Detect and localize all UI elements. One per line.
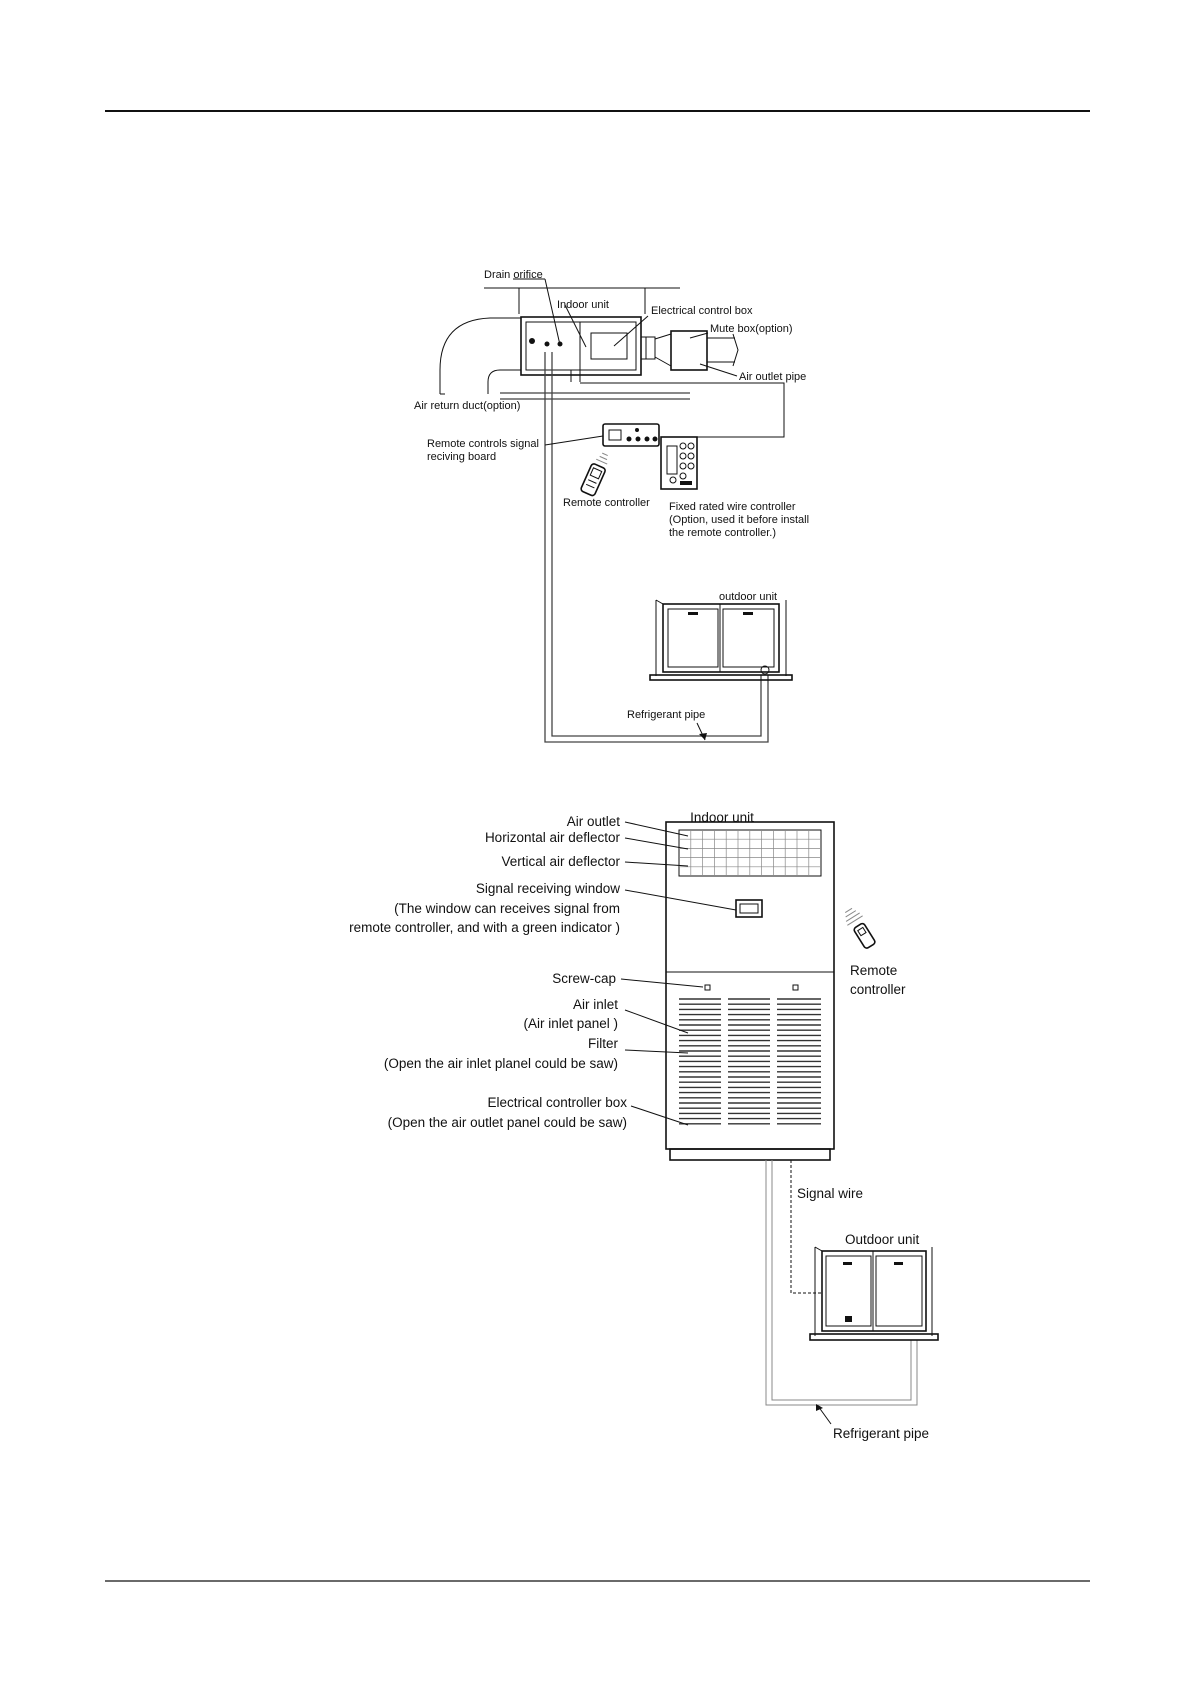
label-electrical-control-box: Electrical control box (651, 305, 753, 317)
remote-controller-icon (580, 451, 611, 496)
label-signal-board-1: Remote controls signal (427, 438, 539, 450)
leader-filter (625, 1050, 688, 1053)
leader-air-inlet (625, 1010, 688, 1033)
label-air-inlet: Air inlet (572, 997, 618, 1012)
leader-screw-cap (621, 979, 703, 987)
leader-elec-box (614, 316, 648, 346)
screw-cap-right (793, 985, 798, 990)
air-return-duct (440, 318, 521, 394)
remote-controller-icon-bottom (841, 906, 879, 951)
label-screw-cap: Screw-cap (552, 971, 616, 986)
label-signal-board-2: reciving board (427, 451, 497, 463)
label-remote-controller-1: Remote (850, 963, 898, 978)
label-filter: Filter (588, 1036, 618, 1051)
label-air-outlet: Air outlet (566, 814, 620, 829)
air-deflector-grid (679, 830, 821, 876)
unit-base (670, 1149, 830, 1160)
label-wire-controller-2: (Option, used it before install (669, 514, 810, 526)
screw-cap-left (705, 985, 710, 990)
label-refrigerant-pipe-bottom: Refrigerant pipe (833, 1426, 930, 1441)
label-air-inlet-panel: (Air inlet panel ) (523, 1016, 618, 1031)
screw-icon (529, 338, 535, 344)
label-vertical-deflector: Vertical air deflector (501, 854, 620, 869)
label-wire-controller-3: the remote controller.) (669, 527, 776, 539)
leader-air-outlet (625, 822, 688, 836)
remote-signal-receiving-board (603, 424, 659, 446)
refrigerant-pipe-top (545, 352, 768, 742)
label-indoor-unit-top: Indoor unit (557, 299, 609, 311)
label-air-return-duct: Air return duct(option) (414, 400, 521, 412)
leader-signal-window (625, 890, 736, 910)
label-remote-controller-2: controller (850, 982, 906, 997)
mute-box-assembly (641, 331, 738, 370)
outdoor-unit-bottom (810, 1247, 938, 1340)
label-signal-window: Signal receiving window (475, 881, 620, 896)
diagram-floor-standing-system (621, 822, 938, 1424)
label-outdoor-unit-top: outdoor unit (719, 591, 778, 603)
label-elec-box: Electrical controller box (487, 1095, 627, 1110)
leader-mute-box (690, 333, 708, 338)
label-horizontal-deflector: Horizontal air deflector (484, 830, 620, 845)
label-elec-box-note: (Open the air outlet panel could be saw) (387, 1115, 627, 1130)
leader-indoor (565, 305, 586, 347)
label-remote-controller-top: Remote controller (563, 497, 650, 509)
label-wire-controller-1: Fixed rated wire controller (669, 501, 796, 513)
label-signal-window-note2: remote controller, and with a green indicator ) (349, 920, 620, 935)
label-refrigerant-pipe-top: Refrigerant pipe (627, 709, 706, 721)
air-inlet-louvres (679, 999, 821, 1124)
label-outdoor-unit-bottom: Outdoor unit (845, 1232, 920, 1247)
label-signal-wire: Signal wire (797, 1186, 864, 1201)
outdoor-unit-top (650, 600, 792, 680)
ducted-indoor-unit (521, 317, 641, 382)
electrical-control-box (591, 333, 627, 359)
label-mute-box: Mute box(option) (710, 323, 793, 335)
label-signal-window-note1: (The window can receives signal from (394, 901, 620, 916)
label-indoor-unit-bottom: Indoor unit (690, 810, 754, 825)
label-air-outlet-pipe: Air outlet pipe (739, 371, 807, 383)
label-filter-note: (Open the air inlet planel could be saw) (383, 1056, 618, 1071)
control-wiring (580, 383, 784, 437)
leader-signal-board (545, 436, 603, 445)
floor-indoor-unit (666, 822, 834, 1160)
label-drain-orifice: Drain orifice (484, 269, 543, 281)
signal-wire (791, 1160, 822, 1293)
wire-controller (661, 437, 697, 489)
